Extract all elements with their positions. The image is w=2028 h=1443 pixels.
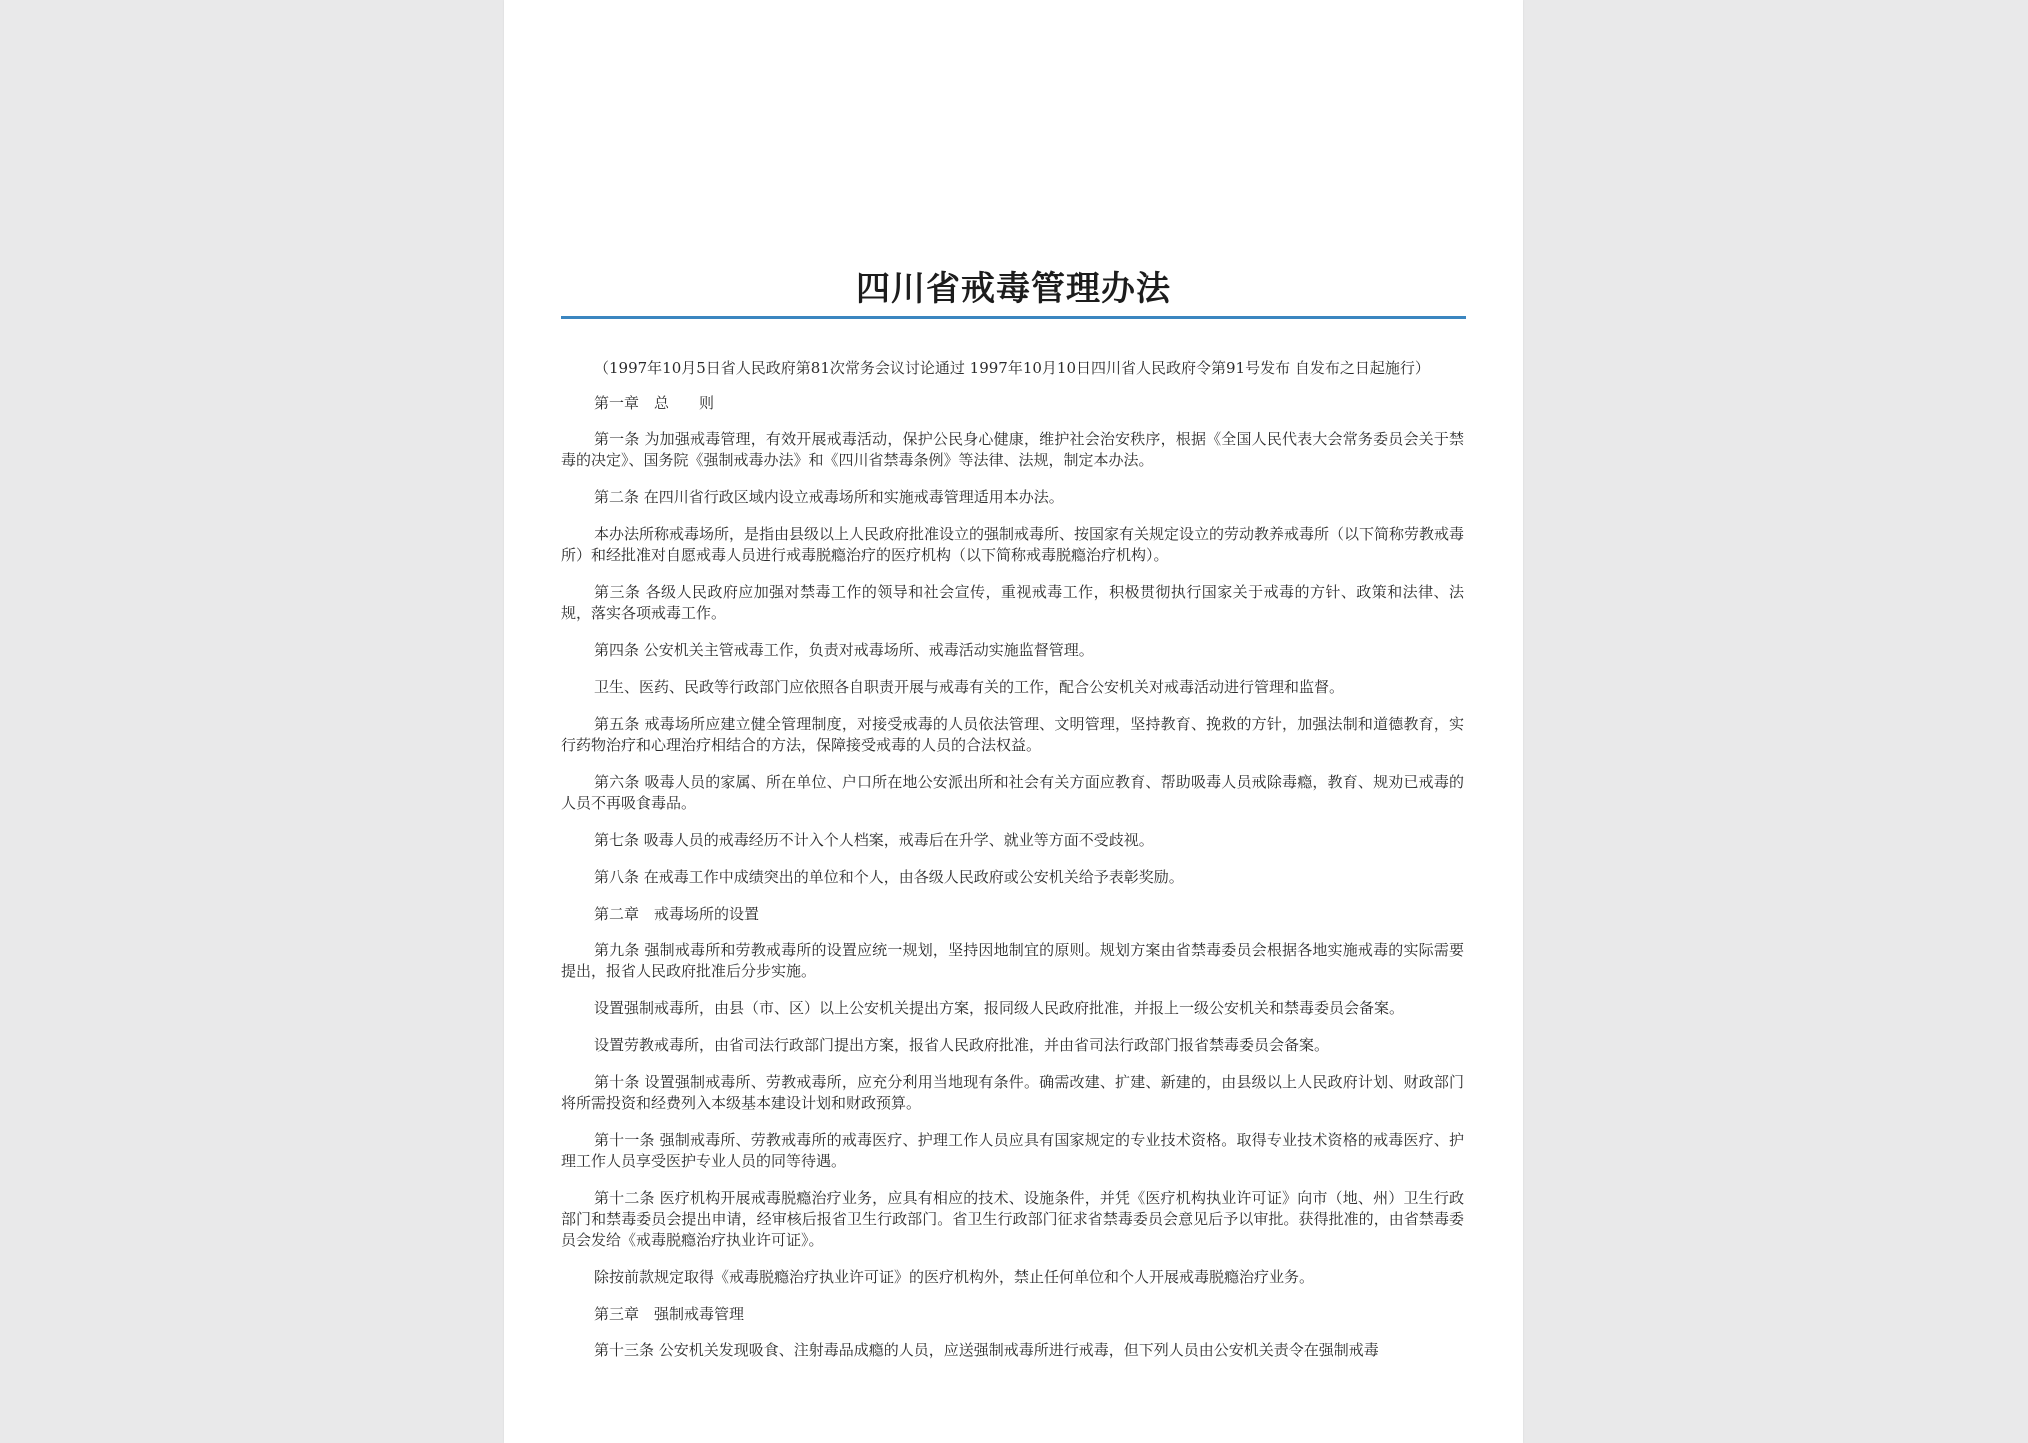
- document-body: [561, 358, 1464, 1377]
- article-paragraph: 设置劳教戒毒所，由省司法行政部门提出方案，报省人民政府批准，并由省司法行政部门报省禁毒委员会备案。: [594, 1036, 1330, 1054]
- article-paragraph: 第十三条 公安机关发现吸食、注射毒品成瘾的人员，应送强制戒毒所进行戒毒，但下列人员由公安机关责令在强制戒毒: [594, 1341, 1379, 1359]
- chapter-heading: 第二章 戒毒场所的设置: [594, 905, 760, 923]
- article-paragraph: 第十条 设置强制戒毒所、劳教戒毒所，应充分利用当地现有条件。确需改建、扩建、新建的，由县级以上人民政府计划、财政部门将所需投资和经费列入本级基本建设计划和财政预算。: [561, 1073, 1464, 1112]
- document-title: 四川省戒毒管理办法: [856, 269, 1171, 309]
- article-paragraph: 除按前款规定取得《戒毒脱瘾治疗执业许可证》的医疗机构外，禁止任何单位和个人开展戒毒脱瘾治疗业务。: [594, 1268, 1315, 1286]
- article-paragraph: 第四条 公安机关主管戒毒工作，负责对戒毒场所、戒毒活动实施监督管理。: [594, 641, 1094, 659]
- article-paragraph: 第八条 在戒毒工作中成绩突出的单位和个人，由各级人民政府或公安机关给予表彰奖励。: [594, 868, 1184, 886]
- article-paragraph: 第一条 为加强戒毒管理，有效开展戒毒活动，保护公民身心健康，维护社会治安秩序，根据《全国人民代表大会常务委员会关于禁毒的决定》、国务院《强制戒毒办法》和《四川省禁毒条例》等法律、法规，制定本办法。: [561, 430, 1464, 469]
- chapter-heading: 第一章 总 则: [594, 394, 715, 412]
- article-paragraph: 第六条 吸毒人员的家属、所在单位、户口所在地公安派出所和社会有关方面应教育、帮助吸毒人员戒除毒瘾，教育、规劝已戒毒的人员不再吸食毒品。: [561, 773, 1464, 812]
- title-underline: [561, 316, 1466, 319]
- article-paragraph: 第十一条 强制戒毒所、劳教戒毒所的戒毒医疗、护理工作人员应具有国家规定的专业技术资格。取得专业技术资格的戒毒医疗、护理工作人员享受医护专业人员的同等待遇。: [561, 1131, 1464, 1170]
- document-page: [504, 0, 1523, 1443]
- chapter-heading: 第三章 强制戒毒管理: [594, 1305, 745, 1323]
- article-paragraph: 第九条 强制戒毒所和劳教戒毒所的设置应统一规划，坚持因地制宜的原则。规划方案由省禁毒委员会根据各地实施戒毒的实际需要提出，报省人民政府批准后分步实施。: [561, 941, 1464, 980]
- article-paragraph: 第三条 各级人民政府应加强对禁毒工作的领导和社会宣传，重视戒毒工作，积极贯彻执行国家关于戒毒的方针、政策和法律、法规，落实各项戒毒工作。: [561, 583, 1464, 622]
- document-meta: （1997年10月5日省人民政府第81次常务会议讨论通过 1997年10月10日四川省人民政府令第91号发布 自发布之日起施行）: [594, 359, 1430, 377]
- article-paragraph: 第五条 戒毒场所应建立健全管理制度，对接受戒毒的人员依法管理、文明管理，坚持教育、挽救的方针，加强法制和道德教育，实行药物治疗和心理治疗相结合的方法，保障接受戒毒的人员的合法权益。: [561, 715, 1464, 754]
- article-paragraph: 卫生、医药、民政等行政部门应依照各自职责开展与戒毒有关的工作，配合公安机关对戒毒活动进行管理和监督。: [594, 678, 1345, 696]
- article-paragraph: 第十二条 医疗机构开展戒毒脱瘾治疗业务，应具有相应的技术、设施条件，并凭《医疗机构执业许可证》向市（地、州）卫生行政部门和禁毒委员会提出申请，经审核后报省卫生行政部门。省卫生行政部门征求省禁毒委员会意见后予以审批。获得批准的，由省禁毒委员会发给《戒毒脱瘾治疗执业许可证》。: [561, 1189, 1464, 1249]
- article-paragraph: 设置强制戒毒所，由县（市、区）以上公安机关提出方案，报同级人民政府批准，并报上一级公安机关和禁毒委员会备案。: [594, 999, 1405, 1017]
- article-paragraph: 第七条 吸毒人员的戒毒经历不计入个人档案，戒毒后在升学、就业等方面不受歧视。: [594, 831, 1154, 849]
- article-paragraph: 本办法所称戒毒场所，是指由县级以上人民政府批准设立的强制戒毒所、按国家有关规定设立的劳动教养戒毒所（以下简称劳教戒毒所）和经批准对自愿戒毒人员进行戒毒脱瘾治疗的医疗机构（以下简称戒毒脱瘾治疗机构）。: [561, 525, 1465, 564]
- article-paragraph: 第二条 在四川省行政区域内设立戒毒场所和实施戒毒管理适用本办法。: [594, 488, 1064, 506]
